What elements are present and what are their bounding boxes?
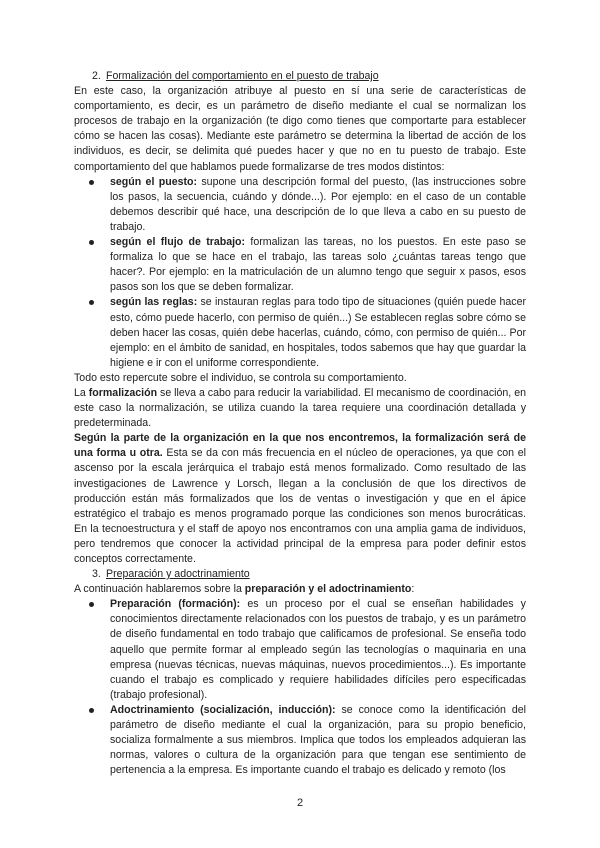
text-span: se lleva a cabo para reducir la variabilidad. El mecanismo de coordinación, en este caso la normalización, se utiliza cuando la tarea requiere una coordinación detallada y predeterminada. <box>74 386 526 430</box>
section-heading-preparacion <box>92 567 526 582</box>
section-number: 3. <box>92 568 101 581</box>
paragraph-intro-formalizacion: En este caso, la organización atribuye al puesto en sí una serie de características de comportamiento, es decir, es un parámetro de diseño mediante el cual se normalizan los procesos de trabajo en la organización (te digo como tienes que comportarte para establecer cómo se hacen las cosas). Mediante este parámetro se determina la libertad de acción de los individuos, es decir, se delimita qué puedes hacer y que no en tu puesto de trabajo. Este comportamiento del que hablamos puede formalizarse de tres modos distintos: <box>74 85 526 173</box>
list-item-text: se conoce como la identificación del parámetro de diseño mediante el cual la organización, para su propio beneficio, socializa formalmente a sus miembros. Implica que todos los empleados adquieran las normas, valores o cultura de la organización para que tengan ese sentimiento de pertenencia a la empresa. Es importante cuando el trabajo es delicado y remoto (los <box>110 703 527 777</box>
list-item-text: se instauran reglas para todo tipo de situaciones (quién puede hacer esto, cómo puede hacerlo, con permiso de quién...) Se establecen reglas sobre cómo se deben hacer las cosas, quién debe hacerlas, cuándo, cómo, con permiso de quién... Por ejemplo: en el ámbito de sanidad, en hospitales, todos sabemos que hay que guardar la higiene e ir con el uniforme correspondiente. <box>110 296 526 369</box>
bold-term: preparación y el adoctrinamiento <box>244 583 412 596</box>
paragraph-intro-preparacion <box>74 582 526 597</box>
list-item <box>74 597 526 703</box>
list-item <box>74 175 526 235</box>
list-item-text: formalizan las tareas, no los puestos. En este paso se formaliza lo que se hace en el trabajo, las tareas solo ¿cuántas tareas tengo que hacer?. Por ejemplo: en la matriculación de un alumno tengo que seguir x pasos, esos pasos son los que se deben formalizar. <box>110 236 527 294</box>
list-item-term: según el puesto: <box>110 175 198 188</box>
section-title: Preparación y adoctrinamiento <box>106 568 250 581</box>
section-number: 2. <box>92 70 101 82</box>
list-item-term: según el flujo de trabajo: <box>110 236 246 249</box>
section-heading-formalizacion <box>92 69 526 84</box>
page-number: 2 <box>296 797 304 809</box>
text-span: A continuación hablaremos sobre la <box>74 583 245 596</box>
paragraph-formalizacion <box>74 386 526 431</box>
bold-term: formalización <box>88 386 158 399</box>
list-item-term: Preparación (formación): <box>110 598 241 611</box>
list-item <box>74 295 526 370</box>
list-item <box>74 703 526 778</box>
paragraph-segun-parte <box>74 431 526 567</box>
list-item-term: Adoctrinamiento (socialización, inducción): <box>110 703 336 716</box>
text-span: Esta se da con más frecuencia en el núcleo de operaciones, ya que con el ascenso por la escala jerárquica el trabajo está menos formalizado. Como resultado de las investigaciones de Lawrence y Lorsch, llegan a la conclusión de que los directivos de producción están más formalizados que los de ventas o investigación y que en el ápice estratégico el trabajo es menos programado porque las condiciones son menos burocráticas. En la tecnoestructura y el staff de apoyo nos encontramos con una amplia gama de individuos, pero tendremos que conocer la actividad principal de la empresa para poder definir estos conceptos correctamente. <box>74 447 527 565</box>
list-item-text: es un proceso por el cual se enseñan habilidades y conocimientos directamente relacionados con los puestos de trabajo, y es un parámetro de diseño fundamental en todo trabajo que calificamos de profesional. Se enseña todo aquello que permite formar al empleado según las tecnologías o maquinaria en una empresa (nuevas técnicas, nuevas máquinas, nuevos procedimientos...). Es importante cuando el trabajo es complicado y requiere habilidades difíciles pero especificadas (trabajo profesional). <box>110 598 526 701</box>
formalization-modes-list <box>74 175 526 371</box>
text-span: La <box>74 386 89 399</box>
bold-sentence: Según la parte de la organización en la que nos encontremos, la formalización será de una forma u otra. <box>74 432 526 460</box>
list-item-text: supone una descripción formal del puesto, (las instrucciones sobre los pasos, la secuencia, cuándo y dónde...). Por ejemplo: en el caso de un contable debemos describir qué hace, una descripción de lo que lleva a cabo en su puesto de trabajo. <box>110 175 526 233</box>
section-title: Formalización del comportamiento en el puesto de trabajo <box>106 70 379 82</box>
list-item <box>74 235 526 295</box>
paragraph-after-list: Todo esto repercute sobre el individuo, se controla su comportamiento. <box>74 371 407 384</box>
list-item-term: según las reglas: <box>110 296 198 309</box>
text-span: : <box>411 583 415 596</box>
preparation-list <box>74 597 526 778</box>
page-content <box>74 69 526 778</box>
